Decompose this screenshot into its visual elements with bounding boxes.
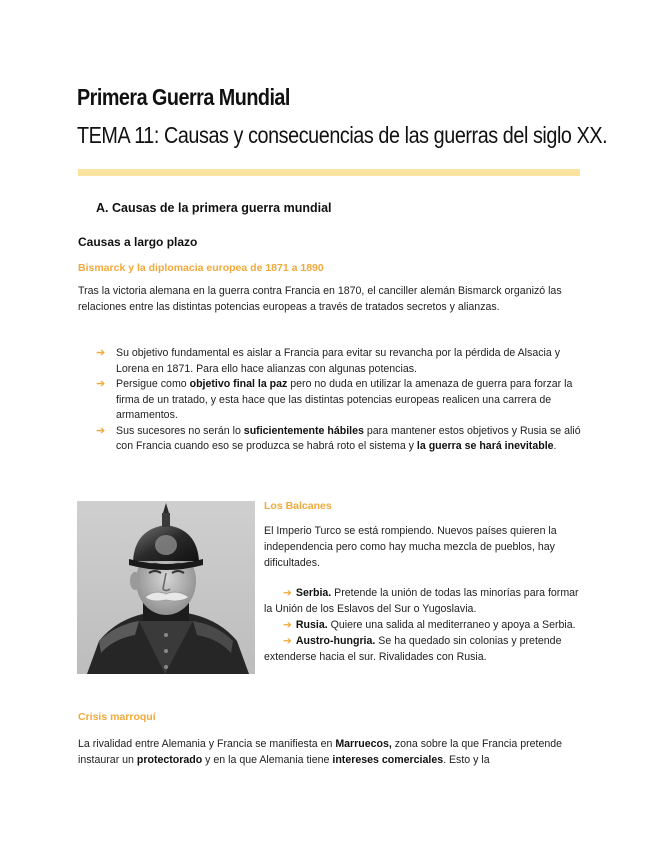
balkans-heading: Los Balcanes <box>264 500 332 512</box>
list-item: ➔ Persigue como objetivo final la paz pero no duda en utilizar la amenaza de guerra para forzar la firma de un tratado, y esta hace que las distintas potencias europeas realicen una carrera de armamentos. <box>96 378 573 421</box>
bismarck-heading: Bismarck y la diplomacia europea de 1871 a 1890 <box>78 262 324 274</box>
long-term-causes-heading: Causas a largo plazo <box>78 235 198 249</box>
balkans-paragraph: El Imperio Turco se está rompiendo. Nuevos países quieren la independencia pero como hay mucha mezcla de pueblos, hay dificultades. <box>264 525 557 569</box>
list-item: ➔ Su objetivo fundamental es aislar a Francia para evitar su revancha por la pérdida de Alsacia y Lorena en 1871. Para ello hace alianzas con algunas potencias. <box>96 347 561 375</box>
list-item: ➔ Serbia. Pretende la unión de todas las minorías para formar la Unión de los Eslavos del Sur o Yugoslavia. <box>264 587 579 615</box>
moroccan-crisis-paragraph: La rivalidad entre Alemania y Francia se manifiesta en Marruecos, zona sobre la que Francia pretende instaurar un protectorado y en la que Alemania tiene intereses comerciales. Esto y la <box>78 738 563 766</box>
moroccan-crisis-heading: Crisis marroquí <box>78 711 156 723</box>
arrow-icon: ➔ <box>96 347 106 359</box>
bismarck-paragraph: Tras la victoria alemana en la guerra contra Francia en 1870, el canciller alemán Bismarck organizó las relaciones entre las distintas potencias europeas a través de tratados secretos y alianzas. <box>78 285 562 313</box>
section-a-heading: A. Causas de la primera guerra mundial <box>96 201 332 215</box>
balkans-bullet-list <box>264 585 582 665</box>
arrow-icon: ➔ <box>96 424 106 437</box>
header-divider <box>78 169 580 176</box>
list-item: ➔ Sus sucesores no serán lo suficientemente hábiles para mantener estos objetivos y Rusia se alió con Francia cuando eso se produzca se habrá roto el sistema y la guerra se hará inevitable. <box>96 424 581 452</box>
arrow-icon: ➔ <box>283 587 292 599</box>
bismarck-portrait-image <box>77 501 255 674</box>
arrow-icon: ➔ <box>283 635 292 647</box>
list-item: ➔ Austro-hungria. Se ha quedado sin colonias y pretende extenderse hacia el sur. Rivalidades con Rusia. <box>264 635 562 663</box>
list-item: ➔ Rusia. Quiere una salida al mediterraneo y apoya a Serbia. <box>283 619 576 631</box>
arrow-icon: ➔ <box>96 378 106 390</box>
document-title: Primera Guerra Mundial <box>77 84 290 110</box>
document-subtitle: TEMA 11: Causas y consecuencias de las guerras del siglo XX. <box>77 122 608 148</box>
bismarck-bullet-list <box>96 346 582 455</box>
arrow-icon: ➔ <box>283 619 292 631</box>
